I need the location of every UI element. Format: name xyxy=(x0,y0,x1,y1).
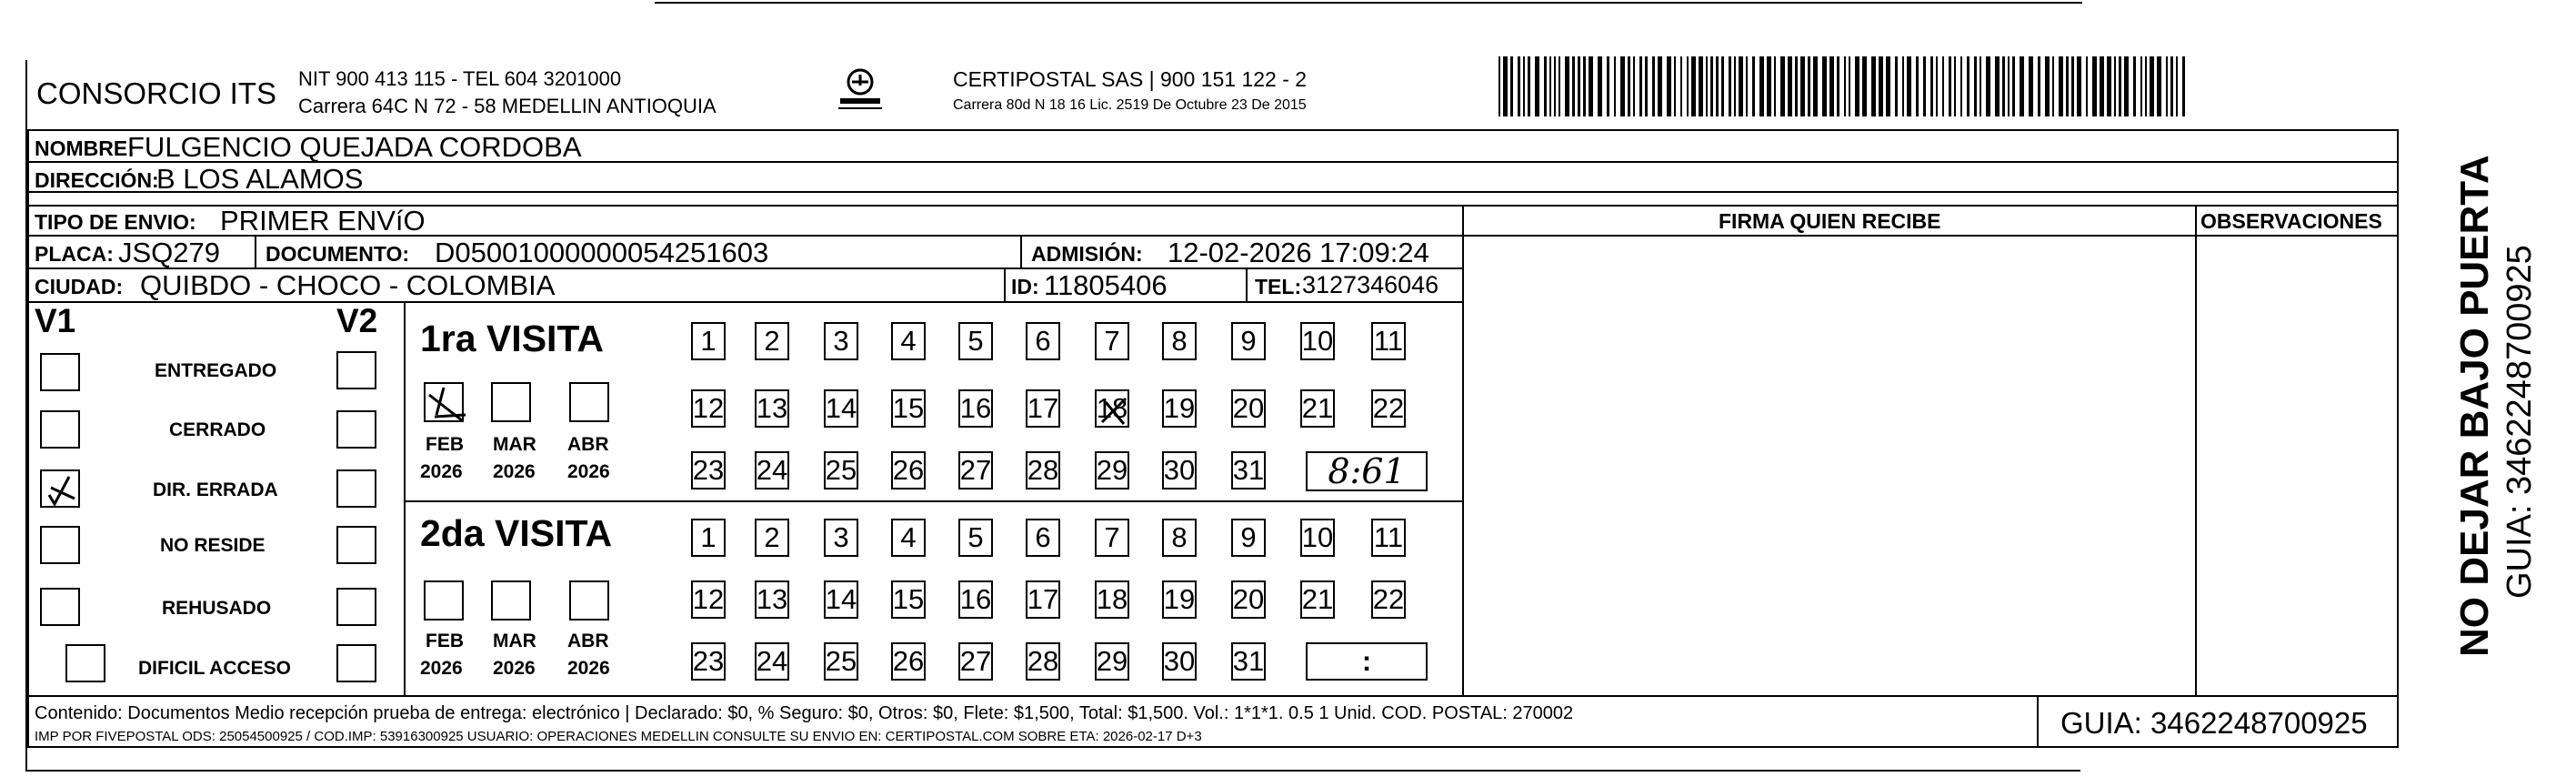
first-visit-day-28[interactable]: 28 xyxy=(1026,451,1060,489)
observaciones-label: OBSERVACIONES xyxy=(2200,209,2382,233)
v2-month-abr: ABR xyxy=(567,631,609,651)
second-visit-day-13[interactable]: 13 xyxy=(755,580,789,619)
first-visit-day-27[interactable]: 27 xyxy=(958,451,993,489)
certipostal-logo-icon xyxy=(835,66,886,113)
status-entregado: ENTREGADO xyxy=(155,360,277,381)
first-visit-day-9[interactable]: 9 xyxy=(1231,322,1266,360)
second-visit-day-22[interactable]: 22 xyxy=(1371,580,1406,619)
v1-dir-errada-checkbox[interactable] xyxy=(40,469,80,508)
v2-label: V2 xyxy=(336,302,378,339)
v2-month-abr-box[interactable] xyxy=(569,580,609,621)
second-visit-day-25[interactable]: 25 xyxy=(824,642,858,681)
first-visit-day-1[interactable]: 1 xyxy=(691,322,726,360)
first-visit-title: 1ra VISITA xyxy=(420,318,605,359)
second-visit-day-1[interactable]: 1 xyxy=(691,519,726,557)
status-cerrado: CERRADO xyxy=(169,419,266,440)
first-visit-day-3[interactable]: 3 xyxy=(824,322,858,360)
first-visit-day-5[interactable]: 5 xyxy=(958,322,993,360)
v1-dificil-acceso-checkbox[interactable] xyxy=(65,644,105,682)
cross-mark-icon xyxy=(1097,391,1131,429)
footer-contenido: Contenido: Documentos Medio recepción prueba de entrega: electrónico | Declarado: $0, % Seguro: $0, Otros: $0, Flete: $1,500, Total: $1,500. Vol.: 1*1*1. 0.5 1 Unid. COD. POSTAL: 270002 xyxy=(35,703,1574,723)
first-visit-day-17[interactable]: 17 xyxy=(1026,389,1060,428)
check-mark-icon xyxy=(426,384,466,424)
first-visit-day-12[interactable]: 12 xyxy=(691,389,726,428)
second-visit-day-26[interactable]: 26 xyxy=(891,642,926,681)
first-visit-day-23[interactable]: 23 xyxy=(691,451,726,489)
v1-month-feb: FEB xyxy=(426,434,464,455)
placa-label: PLACA: xyxy=(35,242,114,266)
nombre-label: NOMBRE: xyxy=(35,136,135,160)
v1-month-abr: ABR xyxy=(567,434,609,455)
second-visit-day-23[interactable]: 23 xyxy=(691,642,726,681)
documento-value: D05001000000054251603 xyxy=(435,237,769,268)
second-visit-day-8[interactable]: 8 xyxy=(1162,519,1197,557)
status-dir-errada: DIR. ERRADA xyxy=(153,479,278,500)
tipo-label: TIPO DE ENVIO: xyxy=(35,210,196,234)
first-visit-time-field[interactable]: 8:61 xyxy=(1306,451,1428,491)
check-mark-icon xyxy=(42,471,82,510)
v2-entregado-checkbox[interactable] xyxy=(336,351,376,389)
documento-label: DOCUMENTO: xyxy=(266,242,410,266)
first-visit-day-25[interactable]: 25 xyxy=(824,451,858,489)
second-visit-day-3[interactable]: 3 xyxy=(824,519,858,557)
second-visit-day-31[interactable]: 31 xyxy=(1231,642,1266,681)
status-dificil-acceso: DIFICIL ACCESO xyxy=(138,658,292,679)
side-guia: GUIA: 3462248700925 xyxy=(2501,245,2539,599)
v2-month-mar: MAR xyxy=(493,631,536,651)
placa-value: JSQ279 xyxy=(118,237,221,268)
first-visit-day-30[interactable]: 30 xyxy=(1162,451,1197,489)
second-visit-day-27[interactable]: 27 xyxy=(958,642,993,681)
first-visit-day-11[interactable]: 11 xyxy=(1371,322,1406,360)
second-visit-day-29[interactable]: 29 xyxy=(1095,642,1129,681)
observations-field[interactable] xyxy=(2199,238,2395,691)
ciudad-value: QUIBDO - CHOCO - COLOMBIA xyxy=(140,269,556,301)
v1-year-mar: 2026 xyxy=(493,461,536,482)
v2-month-mar-box[interactable] xyxy=(491,580,531,621)
second-visit-day-21[interactable]: 21 xyxy=(1300,580,1335,619)
v1-year-abr: 2026 xyxy=(567,461,610,482)
second-visit-title: 2da VISITA xyxy=(420,512,613,554)
tipo-value: PRIMER ENVíO xyxy=(220,205,426,237)
first-visit-day-10[interactable]: 10 xyxy=(1300,322,1335,360)
second-visit-day-10[interactable]: 10 xyxy=(1300,519,1335,557)
footer-guia: GUIA: 3462248700925 xyxy=(2060,706,2368,740)
v1-entregado-checkbox[interactable] xyxy=(40,353,80,391)
company-address: Carrera 64C N 72 - 58 MEDELLIN ANTIOQUIA xyxy=(298,95,717,117)
second-visit-day-24[interactable]: 24 xyxy=(755,642,789,681)
admision-value: 12-02-2026 17:09:24 xyxy=(1168,237,1429,268)
second-visit-day-16[interactable]: 16 xyxy=(958,580,993,619)
second-visit-day-15[interactable]: 15 xyxy=(891,580,926,619)
second-visit-day-19[interactable]: 19 xyxy=(1162,580,1197,619)
first-visit-day-13[interactable]: 13 xyxy=(755,389,789,428)
first-visit-day-4[interactable]: 4 xyxy=(891,322,926,360)
v2-year-mar: 2026 xyxy=(493,658,536,679)
first-visit-day-18[interactable]: 18 xyxy=(1095,389,1129,428)
ciudad-label: CIUDAD: xyxy=(35,275,124,298)
second-visit-time-field[interactable]: : xyxy=(1306,642,1428,681)
v1-cerrado-checkbox[interactable] xyxy=(40,410,80,449)
company-name: CONSORCIO ITS xyxy=(36,76,277,110)
first-visit-day-19[interactable]: 19 xyxy=(1162,389,1197,428)
first-visit-day-2[interactable]: 2 xyxy=(755,322,789,360)
v1-month-feb-box[interactable] xyxy=(424,382,464,422)
first-visit-day-7[interactable]: 7 xyxy=(1095,322,1129,360)
second-visit-day-18[interactable]: 18 xyxy=(1095,580,1129,619)
second-visit-day-4[interactable]: 4 xyxy=(891,519,926,557)
side-no-dejar: NO DEJAR BAJO PUERTA xyxy=(2452,155,2497,657)
v1-month-mar-box[interactable] xyxy=(491,382,531,422)
v2-year-feb: 2026 xyxy=(420,658,463,679)
second-visit-day-9[interactable]: 9 xyxy=(1231,519,1266,557)
v2-cerrado-checkbox[interactable] xyxy=(336,410,376,449)
v2-month-feb: FEB xyxy=(426,631,464,651)
second-visit-day-12[interactable]: 12 xyxy=(691,580,726,619)
tel-label: TEL: xyxy=(1255,275,1302,298)
first-visit-day-29[interactable]: 29 xyxy=(1095,451,1129,489)
certi-name: CERTIPOSTAL SAS | 900 151 122 - 2 xyxy=(953,67,1308,91)
footer-impresion: IMP POR FIVEPOSTAL ODS: 25054500925 / COD.IMP: 53916300925 USUARIO: OPERACIONES MEDELLIN CONSULTE SU ENVIO EN: CERTIPOSTAL.COM SOBRE ETA: 2026-02-17 D+3 xyxy=(35,729,1202,744)
v1-rehusado-checkbox[interactable] xyxy=(40,588,80,626)
status-no-reside: NO RESIDE xyxy=(160,535,266,556)
second-visit-day-17[interactable]: 17 xyxy=(1026,580,1060,619)
second-visit-day-11[interactable]: 11 xyxy=(1371,519,1406,557)
first-visit-day-22[interactable]: 22 xyxy=(1371,389,1406,428)
direccion-value: B LOS ALAMOS xyxy=(156,163,364,195)
firma-label: FIRMA QUIEN RECIBE xyxy=(1719,209,1941,233)
first-visit-day-14[interactable]: 14 xyxy=(824,389,858,428)
tel-value: 3127346046 xyxy=(1302,271,1439,298)
barcode xyxy=(1498,56,2197,116)
direccion-label: DIRECCIÓN: xyxy=(35,168,159,192)
second-visit-day-28[interactable]: 28 xyxy=(1026,642,1060,681)
first-visit-day-16[interactable]: 16 xyxy=(958,389,993,428)
id-label: ID: xyxy=(1011,275,1039,298)
second-visit-day-30[interactable]: 30 xyxy=(1162,642,1197,681)
first-visit-day-8[interactable]: 8 xyxy=(1162,322,1197,360)
second-visit-day-20[interactable]: 20 xyxy=(1231,580,1266,619)
first-visit-day-21[interactable]: 21 xyxy=(1300,389,1335,428)
status-rehusado: REHUSADO xyxy=(162,598,272,619)
first-visit-day-24[interactable]: 24 xyxy=(755,451,789,489)
certi-address: Carrera 80d N 18 16 Lic. 2519 De Octubre 23 De 2015 xyxy=(953,97,1307,113)
first-visit-day-20[interactable]: 20 xyxy=(1231,389,1266,428)
v2-no-reside-checkbox[interactable] xyxy=(336,526,376,564)
admision-label: ADMISIÓN: xyxy=(1031,242,1143,266)
second-visit-day-6[interactable]: 6 xyxy=(1026,519,1060,557)
v2-month-feb-box[interactable] xyxy=(424,580,464,621)
first-visit-day-15[interactable]: 15 xyxy=(891,389,926,428)
top-rule xyxy=(655,2,2082,4)
company-nit: NIT 900 413 115 - TEL 604 3201000 xyxy=(298,67,622,90)
signature-field[interactable] xyxy=(1466,238,2191,691)
v2-dificil-acceso-checkbox[interactable] xyxy=(336,644,376,682)
v1-month-mar: MAR xyxy=(493,434,536,455)
second-visit-day-7[interactable]: 7 xyxy=(1095,519,1129,557)
v1-month-abr-box[interactable] xyxy=(569,382,609,422)
v1-year-feb: 2026 xyxy=(420,461,463,482)
nombre-value: FULGENCIO QUEJADA CORDOBA xyxy=(127,131,582,163)
second-visit-day-5[interactable]: 5 xyxy=(958,519,993,557)
id-value: 11805406 xyxy=(1044,269,1168,301)
v2-rehusado-checkbox[interactable] xyxy=(336,588,376,626)
first-visit-day-6[interactable]: 6 xyxy=(1026,322,1060,360)
second-visit-day-14[interactable]: 14 xyxy=(824,580,858,619)
v2-dir-errada-checkbox[interactable] xyxy=(336,469,376,508)
v2-year-abr: 2026 xyxy=(567,658,610,679)
first-visit-day-31[interactable]: 31 xyxy=(1231,451,1266,489)
second-visit-day-2[interactable]: 2 xyxy=(755,519,789,557)
v1-no-reside-checkbox[interactable] xyxy=(40,526,80,564)
first-visit-day-26[interactable]: 26 xyxy=(891,451,926,489)
v1-label: V1 xyxy=(35,302,76,339)
